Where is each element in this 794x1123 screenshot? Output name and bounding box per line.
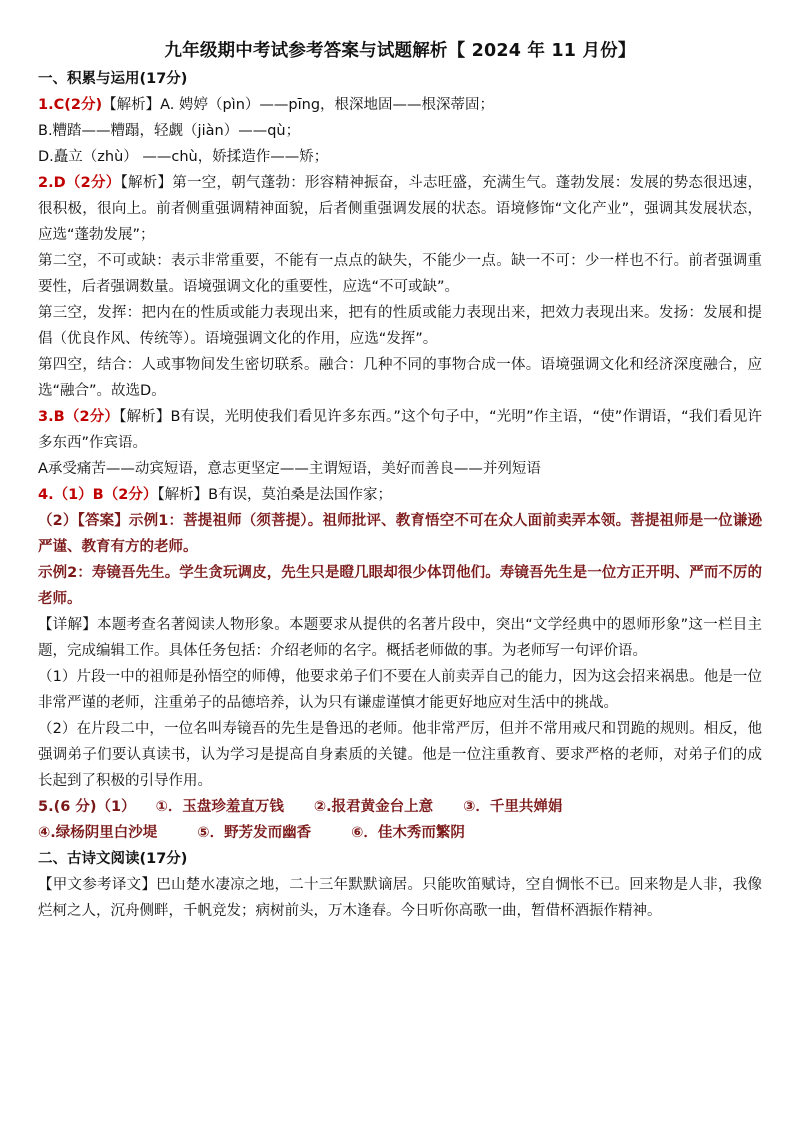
- page-title: 九年级期中考试参考答案与试题解析【 2024 年 11 月份】: [164, 41, 636, 61]
- q2-para-4: 第四空，结合：人或事物间发生密切联系。融合：几种不同的事物合成一体。语境强调文化和经济深度融合，应选“融合”。故选D。: [38, 357, 762, 399]
- answer-document: [38, 40, 762, 924]
- q3-para-1: 3.B（2分）【解析】B有误，光明使我们看见许多东西。”这个句子中，“光明”作主语，“使”作谓语，“我们看见许多东西”作宾语。: [38, 409, 762, 451]
- q5-answer-2: ②.报君黄金台上意: [313, 799, 434, 815]
- section-heading-2: 二、古诗文阅读(17分): [38, 851, 188, 867]
- q4-detail-2: （1）片段一中的祖师是孙悟空的师傅，他要求弟子们不要在人前卖弄自己的能力，因为这会招来祸患。他是一位非常严谨的老师，注重弟子的品德培养，认为只有谦虚谨慎才能更好地应对生活中的挑战。: [38, 669, 762, 711]
- q1-line-1: 1.C(2分)【解析】A. 娉婷（pìn）——pīng，根深地固——根深蒂固；: [38, 97, 495, 113]
- q5-row-1: [38, 794, 762, 820]
- q2-para-2: 第二空，不可或缺：表示非常重要，不能有一点点的缺失，不能少一点。缺一不可：少一样也不行。前者强调重要性，后者强调数量。语境强调文化的重要性，应选“不可或缺”。: [38, 253, 762, 295]
- q2-para-1: 2.D（2分）【解析】第一空，朝气蓬勃：形容精神振奋，斗志旺盛，充满生气。蓬勃发展：发展的势态很迅速，很积极，很向上。前者侧重强调精神面貌，后者侧重强调发展的状态。语境修饰“文化产业”，强调其发展状态，应选“蓬勃发展”；: [38, 175, 762, 243]
- q3-number: 3.B（2分）: [38, 409, 120, 425]
- q1-line-2: B.糟踏——糟蹋，轻觑（jiàn）——qù；: [38, 123, 301, 139]
- q4-detail-1: 【详解】本题考查名著阅读人物形象。本题要求从提供的名著片段中，突出“文学经典中的恩师形象”这一栏目主题，完成编辑工作。具体任务包括：介绍老师的名字。概括老师做的事。为老师写一句评价语。: [38, 617, 762, 659]
- q5-head: 5.(6 分)（1）: [38, 799, 136, 815]
- q1-line-3: D.矗立（zhù） ——chù，娇揉造作——矫；: [38, 149, 329, 165]
- translation-paragraph: 【甲文参考译文】巴山楚水凄凉之地，二十三年默默谪居。只能吹笛赋诗，空自惆怅不已。回来物是人非，我像烂柯之人，沉舟侧畔，千帆竞发；病树前头，万木逢春。今日听你高歌一曲，暂借杯酒振作精神。: [38, 877, 762, 919]
- q5-row-2: [38, 820, 762, 846]
- q4-detail-3: （2）在片段二中，一位名叫寿镜吾的先生是鲁迅的老师。他非常严厉，但并不常用戒尺和罚跪的规则。相反，他强调弟子们要认真读书，认为学习是提高自身素质的关键。他是一位注重教育、要求严格的老师，对弟子们的成长起到了积极的引导作用。: [38, 721, 762, 789]
- q4-para-1: 4.（1）B（2分）【解析】B有误，莫泊桑是法国作家；: [38, 487, 393, 503]
- q5-answer-6: ⑥．佳木秀而繁阴: [351, 825, 465, 841]
- q3-para-2: A承受痛苦——动宾短语，意志更坚定——主谓短语，美好而善良——并列短语: [38, 461, 541, 477]
- q2-number: 2.D（2分）: [38, 175, 121, 191]
- q5-answer-3: ③．千里共婵娟: [463, 799, 563, 815]
- q2-para-3: 第三空，发挥：把内在的性质或能力表现出来，把有的性质或能力表现出来，把效力表现出来。发扬：发展和提倡（优良作风、传统等）。语境强调文化的作用，应选“发挥”。: [38, 305, 762, 347]
- q4-answer-example-1: （2）【答案】示例1：菩提祖师（须菩提）。祖师批评、教育悟空不可在众人面前卖弄本领。菩提祖师是一位谦逊严谨、教育有方的老师。: [38, 513, 762, 555]
- q1-number: 1.C(2分): [38, 97, 103, 113]
- q5-answer-4: ④.绿杨阴里白沙堤: [38, 825, 158, 841]
- q5-answer-5: ⑤．野芳发而幽香: [197, 825, 312, 841]
- section-heading-1: 一、积累与运用(17分): [38, 71, 188, 87]
- q4-number: 4.（1）B（2分）: [38, 487, 158, 503]
- q4-answer-example-2: 示例2：寿镜吾先生。学生贪玩调皮，先生只是瞪几眼却很少体罚他们。寿镜吾先生是一位方正开明、严而不厉的老师。: [38, 565, 762, 607]
- q5-answer-1: ①．玉盘珍羞直万钱: [155, 799, 284, 815]
